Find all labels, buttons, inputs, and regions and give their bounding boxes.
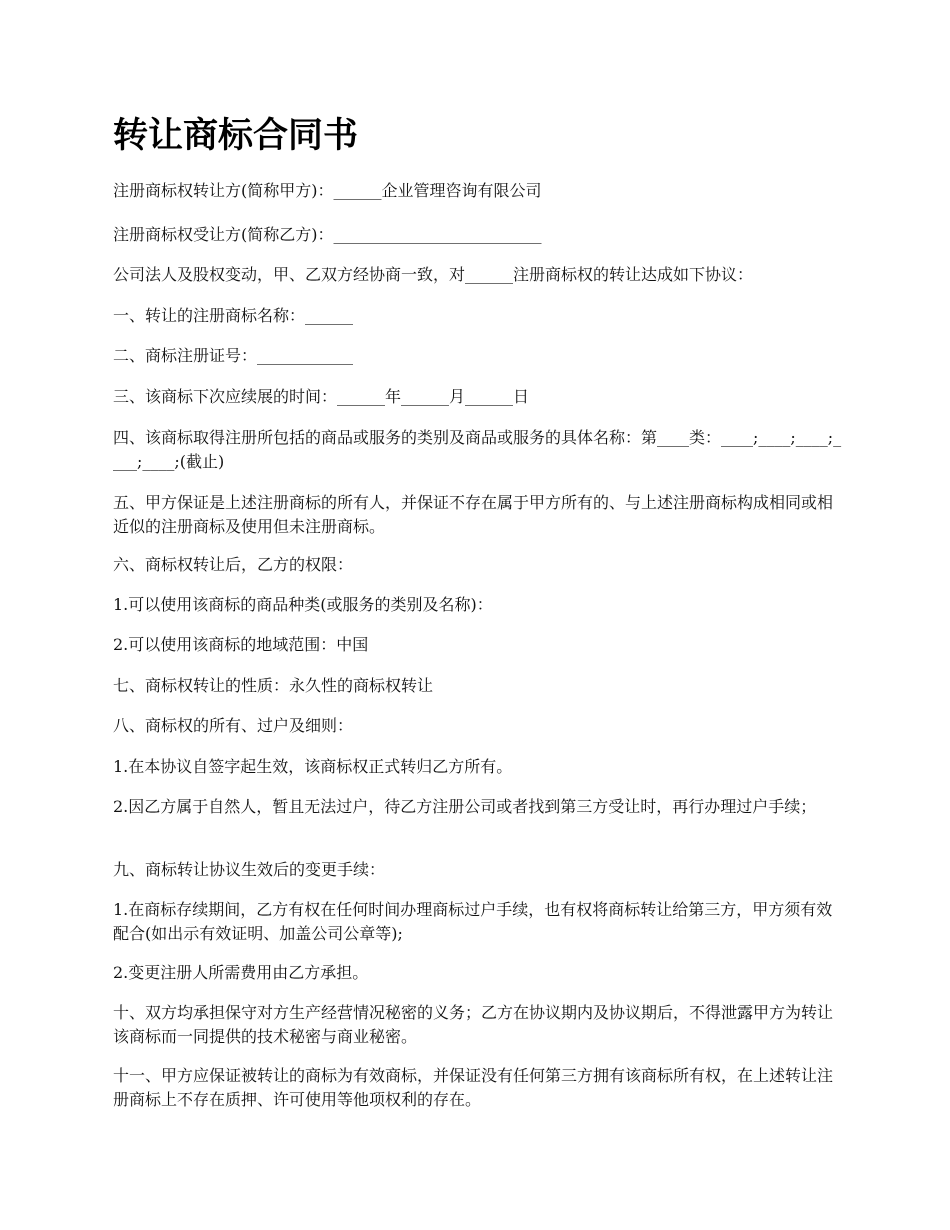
paragraph-transferor: 注册商标权转让方(简称甲方)：______企业管理咨询有限公司 <box>113 181 542 200</box>
paragraph-clause-6: 六、商标权转让后，乙方的权限： <box>113 555 354 574</box>
paragraph-clause-2: 二、商标注册证号：____________ <box>113 346 354 365</box>
paragraph-clause-9-item-1: 1.在商标存续期间，乙方有权在任何时间办理商标过户手续，也有权将商标转让给第三方，甲方须有效配合(如出示有效证明、加盖公司公章等); <box>113 900 833 943</box>
paragraph-clause-5: 五、甲方保证是上述注册商标的所有人，并保证不存在属于甲方所有的、与上述注册商标构成相同或相近似的注册商标及使用但未注册商标。 <box>113 493 834 536</box>
paragraph-clause-4: 四、该商标取得注册所包括的商品或服务的类别及商品或服务的具体名称：第____类：____;____;____;____;____;(截止) <box>113 428 842 471</box>
paragraph-clause-9: 九、商标转让协议生效后的变更手续： <box>113 860 386 879</box>
paragraph-preamble: 公司法人及股权变动，甲、乙双方经协商一致，对______注册商标权的转让达成如下协议： <box>113 265 754 284</box>
paragraph-clause-8-item-2: 2.因乙方属于自然人，暂且无法过户，待乙方注册公司或者找到第三方受让时，再行办理过户手续； <box>113 797 817 816</box>
paragraph-clause-8-item-1: 1.在本协议自签字起生效，该商标权正式转归乙方所有。 <box>113 757 513 776</box>
document-title: 转让商标合同书 <box>113 115 359 156</box>
paragraph-transferee: 注册商标权受让方(简称乙方)：__________________________ <box>113 225 542 244</box>
paragraph-clause-11: 十一、甲方应保证被转让的商标为有效商标，并保证没有任何第三方拥有该商标所有权，在上述转让注册商标上不存在质押、许可使用等他项权利的存在。 <box>113 1066 834 1109</box>
paragraph-clause-8: 八、商标权的所有、过户及细则： <box>113 716 354 735</box>
paragraph-clause-6-item-1: 1.可以使用该商标的商品种类(或服务的类别及名称)： <box>113 595 493 614</box>
paragraph-clause-1: 一、转让的注册商标名称：______ <box>113 306 354 325</box>
paragraph-clause-10: 十、双方均承担保守对方生产经营情况秘密的义务；乙方在协议期内及协议期后，不得泄露甲方为转让该商标而一同提供的技术秘密与商业秘密。 <box>113 1003 834 1046</box>
paragraph-clause-9-item-2: 2.变更注册人所需费用由乙方承担。 <box>113 963 369 982</box>
paragraph-clause-3: 三、该商标下次应续展的时间：______年______月______日 <box>113 387 530 406</box>
paragraph-clause-6-item-2: 2.可以使用该商标的地域范围：中国 <box>113 635 369 654</box>
paragraph-clause-7: 七、商标权转让的性质：永久性的商标权转让 <box>113 676 434 695</box>
